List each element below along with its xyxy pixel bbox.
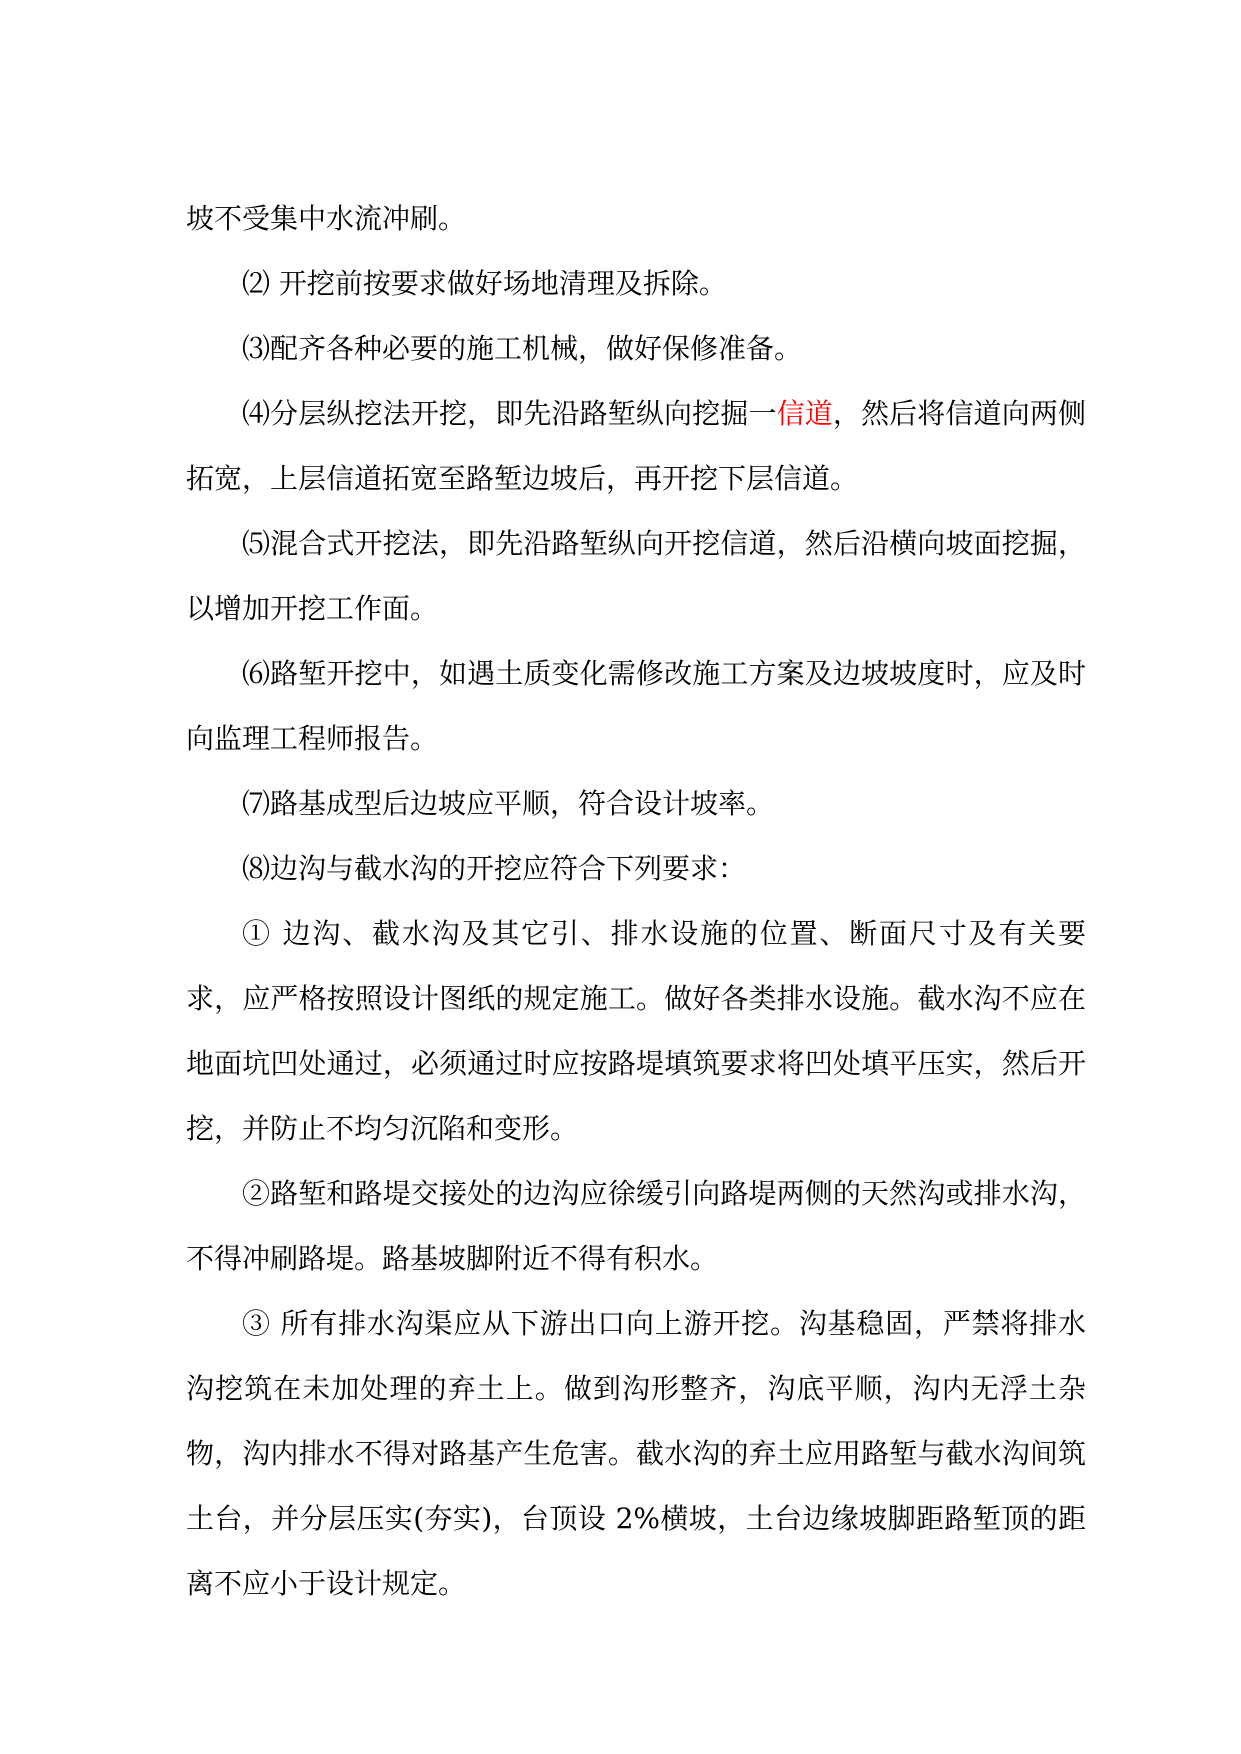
highlighted-term: 信道 [776, 397, 833, 430]
paragraph-item-4-part-2: ，然后将信道向两侧拓宽，上层信道拓宽至路堑边坡后，再开挖下层信道。 [186, 397, 1086, 495]
paragraph-continuation: 坡不受集中水流冲刷。 [186, 202, 467, 235]
paragraph-item-8: ⑻边沟与截水沟的开挖应符合下列要求： [242, 852, 747, 885]
paragraph-item-6: ⑹路堑开挖中，如遇土质变化需修改施工方案及边坡坡度时，应及时向监理工程师报告。 [186, 657, 1086, 755]
paragraph-item-5: ⑸混合式开挖法，即先沿路堑纵向开挖信道，然后沿横向坡面挖掘，以增加开挖工作面。 [186, 527, 1086, 625]
paragraph-item-4-part-1: ⑷分层纵挖法开挖，即先沿路堑纵向挖掘一 [242, 397, 777, 430]
paragraph-subitem-1: ① 边沟、截水沟及其它引、排水设施的位置、断面尺寸及有关要求，应严格按照设计图纸的规定施工。做好各类排水设施。截水沟不应在地面坑凹处通过，必须通过时应按路堤填筑要求将凹处填平压实，然后开挖，并防止不均匀沉陷和变形。 [186, 917, 1086, 1145]
paragraph-subitem-3: ③ 所有排水沟渠应从下游出口向上游开挖。沟基稳固，严禁将排水沟挖筑在未加处理的弃土上。做到沟形整齐，沟底平顺，沟内无浮土杂物，沟内排水不得对路基产生危害。截水沟的弃土应用路堑与截水沟间筑土台，并分层压实(夯实)，台顶设 2%横坡，土台边缘坡脚距路堑顶的距离不应小于设计规定。 [186, 1307, 1086, 1600]
paragraph-item-3: ⑶配齐各种必要的施工机械，做好保修准备。 [242, 332, 803, 365]
document-body [186, 186, 1086, 1616]
paragraph-item-7: ⑺路基成型后边坡应平顺，符合设计坡率。 [242, 787, 775, 820]
paragraph-item-4 [186, 381, 1086, 511]
paragraph-subitem-2: ②路堑和路堤交接处的边沟应徐缓引向路堤两侧的天然沟或排水沟，不得冲刷路堤。路基坡脚附近不得有积水。 [186, 1177, 1086, 1275]
paragraph-item-2: ⑵ 开挖前按要求做好场地清理及拆除。 [242, 267, 727, 300]
